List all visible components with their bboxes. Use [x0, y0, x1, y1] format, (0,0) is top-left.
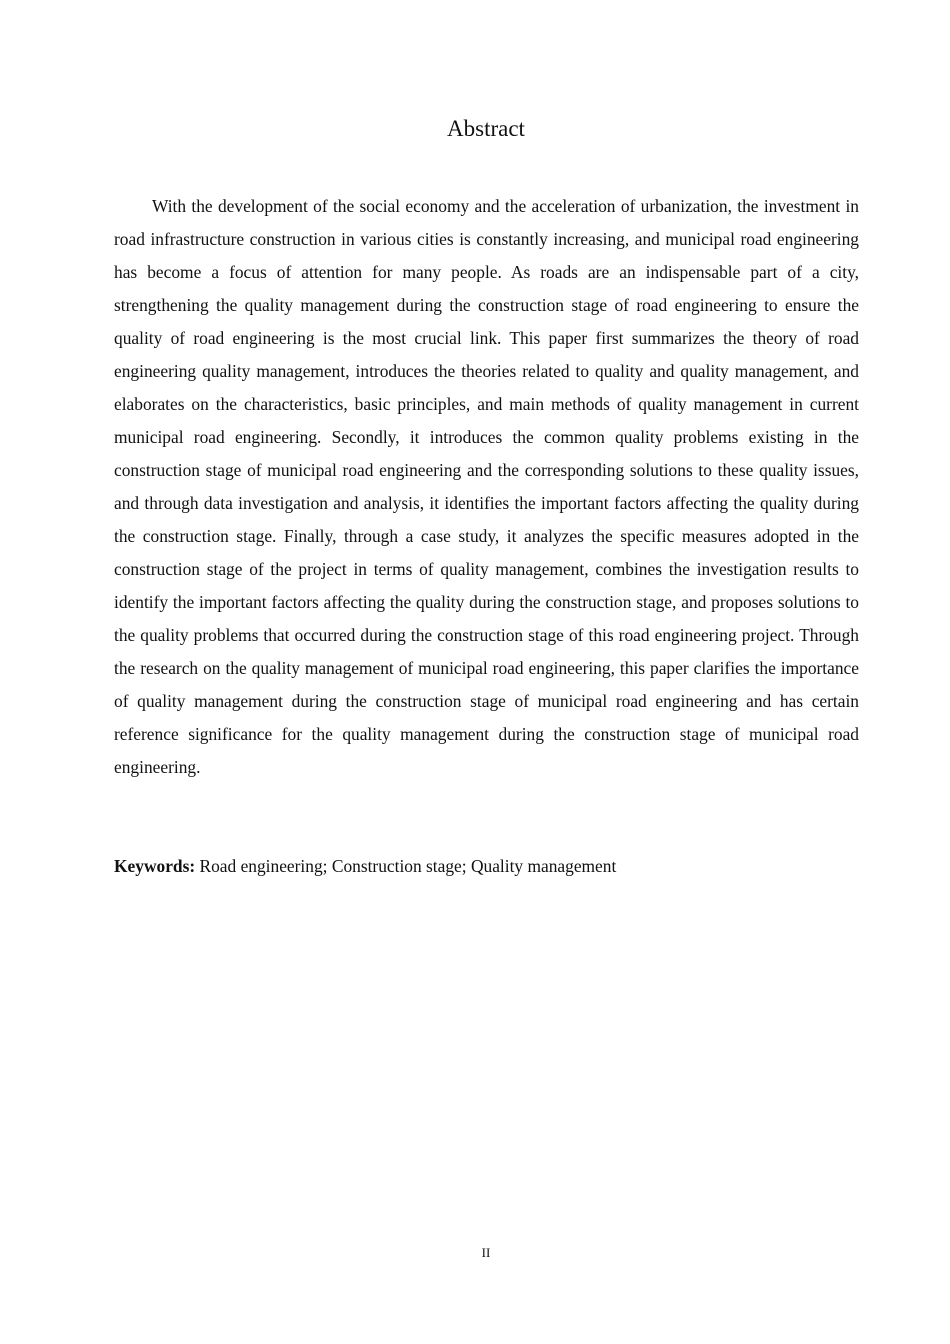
keywords-text: Road engineering; Construction stage; Quality management [199, 856, 617, 876]
page-number: II [481, 1245, 491, 1260]
abstract-title: Abstract [447, 116, 525, 141]
abstract-paragraph: With the development of the social economy and the acceleration of urbanization, the investment in road infrastructure construction in various cities is constantly increasing, and municipal road engineering has become a focus of attention for many people. As roads are an indispensable part of a city, strengthening the quality management during the construction stage of road engineering to ensure the quality of road engineering is the most crucial link. This paper first summarizes the theory of road engineering quality management, introduces the theories related to quality and quality management, and elaborates on the characteristics, basic principles, and main methods of quality management in current municipal road engineering. Secondly, it introduces the common quality problems existing in the construction stage of municipal road engineering and the corresponding solutions to these quality issues, and through data investigation and analysis, it identifies the important factors affecting the quality during the construction stage. Finally, through a case study, it analyzes the specific measures adopted in the construction stage of the project in terms of quality management, combines the investigation results to identify the important factors affecting the quality during the construction stage, and proposes solutions to the quality problems that occurred during the construction stage of this road engineering project. Through the research on the quality management of municipal road engineering, this paper clarifies the importance of quality management during the construction stage of municipal road engineering and has certain reference significance for the quality management during the construction stage of municipal road engineering. [114, 196, 859, 777]
keywords-label: Keywords: [114, 856, 196, 876]
keywords-line [114, 850, 859, 883]
